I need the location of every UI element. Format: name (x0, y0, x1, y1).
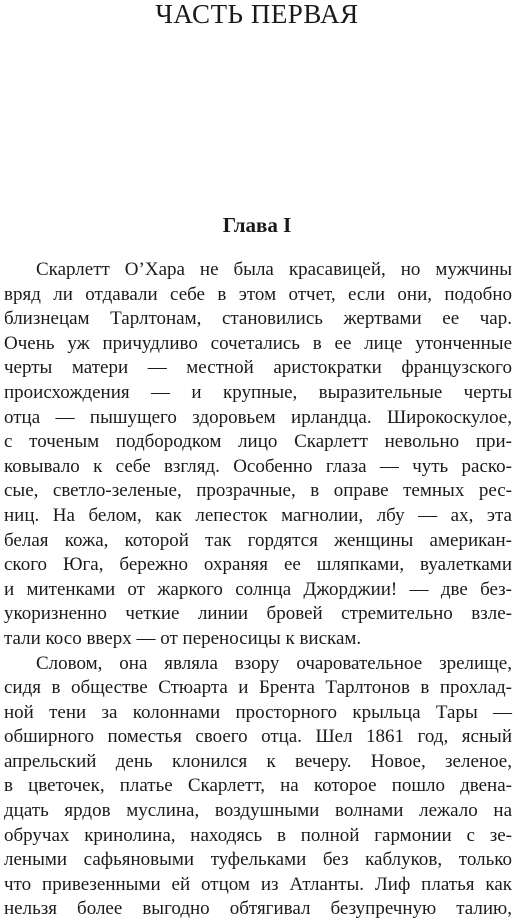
text-line: ной тени за колоннами просторного крыльца Тары — (4, 701, 512, 726)
paragraph-2 (4, 652, 512, 922)
text-line: отца — пышущего здоровьем ирландца. Широкоскулое, (4, 406, 512, 431)
paragraph-1 (4, 258, 512, 652)
text-line: близнецам Тарлтонам, становились жертвами ее чар. (4, 307, 512, 332)
text-line: Словом, она являла взору очаровательное зрелище, (4, 652, 512, 677)
text-line: ковывало к себе взгляд. Особенно глаза — чуть раско- (4, 455, 512, 480)
text-line: ниц. На белом, как лепесток магнолии, лбу — ах, эта (4, 504, 512, 529)
text-line: и митенками от жаркого солнца Джорджии! — две без- (4, 578, 512, 603)
text-line: ского Юга, бережно охраняя ее шляпками, вуалетками (4, 553, 512, 578)
part-title: ЧАСТЬ ПЕРВАЯ (0, 0, 514, 30)
chapter-title: Глава I (0, 212, 514, 238)
text-line: тали косо вверх — от переносицы к вискам. (4, 627, 512, 652)
text-line: нельзя более выгодно обтягивал безупречную талию, (4, 897, 512, 922)
text-line: леными сафьяновыми туфельками без каблуков, только (4, 848, 512, 873)
text-line: сые, светло-зеленые, прозрачные, в оправе темных рес- (4, 479, 512, 504)
text-line: происхождения — и крупные, выразительные черты (4, 381, 512, 406)
text-line: черты матери — местной аристократки французского (4, 356, 512, 381)
text-line: вряд ли отдавали себе в этом отчет, если они, подобно (4, 283, 512, 308)
text-line: белая кожа, которой так гордятся женщины американ- (4, 529, 512, 554)
text-line: обручах кринолина, находясь в полной гармонии с зе- (4, 824, 512, 849)
text-line: с точеным подбородком лицо Скарлетт невольно при- (4, 430, 512, 455)
chapter-body (4, 258, 512, 922)
text-line: сидя в обществе Стюарта и Брента Тарлтонов в прохлад- (4, 676, 512, 701)
text-line: в цветочек, платье Скарлетт, на которое пошло двена- (4, 774, 512, 799)
text-line: апрельский день клонился к вечеру. Новое, зеленое, (4, 750, 512, 775)
text-line: обширного поместья своего отца. Шел 1861 год, ясный (4, 725, 512, 750)
text-line: Очень уж причудливо сочетались в ее лице утонченные (4, 332, 512, 357)
text-line: укоризненно четкие линии бровей стремительно взле- (4, 602, 512, 627)
text-line: Скарлетт О’Хара не была красавицей, но мужчины (4, 258, 512, 283)
text-line: что привезенными ей отцом из Атланты. Лиф платья как (4, 873, 512, 898)
text-line: дцать ярдов муслина, воздушными волнами лежало на (4, 799, 512, 824)
